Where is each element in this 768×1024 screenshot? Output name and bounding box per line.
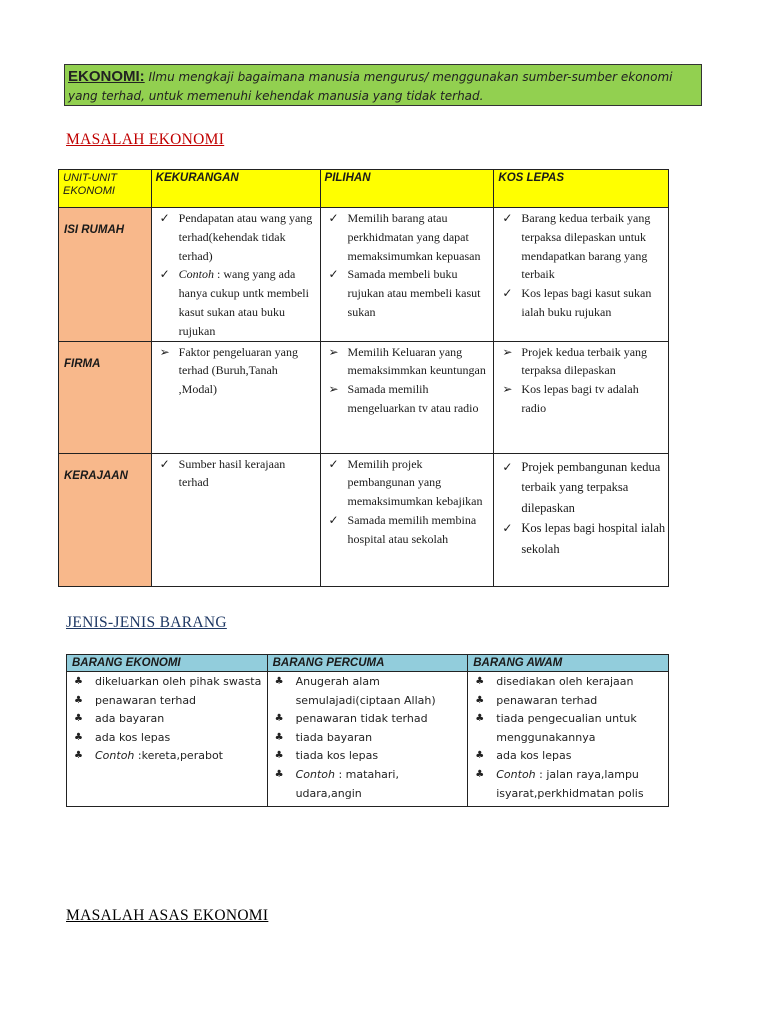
cell-pilihan [320,341,494,453]
bullet-list [498,457,666,560]
list-item [71,747,265,766]
cell-kos-lepas [494,453,669,586]
list-item [498,209,666,284]
list-item-text: penawaran terhad [496,693,598,707]
list-item-text: Memilih projek pembangunan yang memaksimumkan kebajikan [347,456,483,509]
list-item-text: : jalan raya,lampu isyarat,perkhidmatan polis [496,767,644,800]
list-item-text: Projek pembangunan kedua terbaik yang terpaksa dilepaskan [521,459,661,515]
club-bullet-icon: ♣ [74,694,83,706]
cell-barang-awam [468,672,669,807]
arrow-bullet-icon: ➢ [328,344,339,359]
bullet-list [325,209,492,322]
arrow-bullet-icon: ➢ [502,344,513,359]
row-label: FIRMA [59,341,152,453]
header-unit: UNIT-UNIT EKONOMI [59,170,152,208]
cell-pilihan [320,453,494,586]
header-pilihan: PILIHAN [320,170,494,208]
club-bullet-icon: ♣ [274,768,284,780]
list-item [325,511,492,549]
section-title-masalah-ekonomi: MASALAH EKONOMI [66,131,225,148]
list-item [325,343,492,381]
check-bullet-icon: ✓ [328,211,339,225]
cell-pilihan [320,208,494,342]
list-item-text: Anugerah alam semulajadi(ciptaan Allah) [295,675,436,707]
masalah-ekonomi-table [58,169,669,587]
list-item-text: ada kos lepas [496,749,572,763]
section-title-masalah-asas-ekonomi: MASALAH ASAS EKONOMI [66,907,269,924]
club-bullet-icon: ♣ [475,750,485,762]
bullet-list [325,343,492,418]
arrow-bullet-icon: ➢ [502,382,513,397]
arrow-bullet-icon: ➢ [328,382,339,397]
list-item [156,343,318,399]
list-item [272,729,466,748]
row-label: ISI RUMAH [59,208,152,342]
list-item-text: Memilih barang atau perkhidmatan yang dapat memaksimumkan kepuasan [347,211,481,263]
list-item [325,380,492,418]
check-bullet-icon: ✓ [159,211,170,225]
list-item-text: dikeluarkan oleh pihak swasta [95,675,262,688]
header-kos-lepas: KOS LEPAS [494,170,669,208]
list-item-text: Sumber hasil kerajaan terhad [178,456,286,490]
table-row [67,672,669,807]
club-bullet-icon: ♣ [74,731,83,743]
header-barang-ekonomi: BARANG EKONOMI [67,655,268,672]
list-item [71,710,265,729]
cell-kekurangan [151,453,320,586]
bullet-list [272,673,466,803]
table-header-row [59,170,669,208]
list-item [156,455,318,493]
list-item [472,710,666,747]
list-item [498,284,666,322]
club-bullet-icon: ♣ [74,750,83,762]
list-item [498,380,666,418]
list-item-text: disediakan oleh kerajaan [496,675,634,688]
list-item [325,455,492,511]
cell-kos-lepas [494,341,669,453]
check-bullet-icon: ✓ [159,267,170,282]
list-item-text: ada kos lepas [95,730,171,744]
bullet-list [71,673,265,766]
list-item-text: Samada memilih membina hospital atau sekolah [347,512,477,546]
definition-text: Ilmu mengkaji bagaimana manusia mengurus/ menggunakan sumber-sumber ekonomi yang terhad, untuk memenuhi kehendak manusia yang tidak terhad. [68,70,673,103]
club-bullet-icon: ♣ [274,676,284,687]
club-bullet-icon: ♣ [274,750,284,762]
club-bullet-icon: ♣ [74,676,83,687]
list-item [472,747,666,766]
list-item-text: Kos lepas bagi kasut sukan ialah buku rujukan [521,286,652,319]
list-item [498,343,666,381]
check-bullet-icon: ✓ [502,521,513,536]
list-item [272,673,466,710]
check-bullet-icon: ✓ [328,512,339,527]
cell-kekurangan [151,208,320,342]
table-row [59,208,669,342]
list-item-text: : wang yang ada hanya cukup untk membeli kasut sukan atau buku rujukan [178,267,309,338]
club-bullet-icon: ♣ [74,713,83,725]
check-bullet-icon: ✓ [502,211,513,225]
list-item-text: :kereta,perabot [134,749,223,763]
header-barang-percuma: BARANG PERCUMA [267,655,468,672]
check-bullet-icon: ✓ [502,286,513,301]
list-item-text: Projek kedua terbaik yang terpaksa dilepaskan [521,344,648,378]
club-bullet-icon: ♣ [475,713,485,725]
table-header-row [67,655,669,672]
club-bullet-icon: ♣ [475,768,485,780]
list-item-text: Kos lepas bagi tv adalah radio [521,382,639,415]
list-item [156,265,318,340]
contoh-label: Contoh [95,749,135,763]
definition-term: EKONOMI: [68,68,145,85]
list-item-text: Barang kedua terbaik yang terpaksa dilepaskan untuk mendapatkan barang yang terbaik [521,211,651,282]
list-item-text: : matahari, udara,angin [295,767,399,800]
contoh-label: Contoh [496,767,536,781]
header-kekurangan: KEKURANGAN [151,170,320,208]
list-item-text: Memilih Keluaran yang memaksimmkan keuntungan [347,344,486,378]
club-bullet-icon: ♣ [475,676,485,687]
bullet-list [156,343,318,399]
header-barang-awam: BARANG AWAM [468,655,669,672]
bullet-list [325,455,492,549]
list-item-text: penawaran terhad [95,693,197,707]
list-item [272,747,466,766]
list-item [272,710,466,729]
cell-kekurangan [151,341,320,453]
list-item-text: tiada pengecualian untuk menggunakannya [496,712,637,744]
club-bullet-icon: ♣ [475,694,485,706]
list-item-text: Samada membeli buku rujukan atau membeli kasut sukan [347,267,481,319]
contoh-label: Contoh [178,267,214,282]
bullet-list [472,673,666,803]
row-label: KERAJAAN [59,453,152,586]
check-bullet-icon: ✓ [159,456,170,471]
list-item-text: Faktor pengeluaran yang terhad (Buruh,Tanah ,Modal) [178,344,298,397]
list-item-text: ada bayaran [95,712,165,726]
cell-kos-lepas [494,208,669,342]
club-bullet-icon: ♣ [274,713,284,725]
list-item-text: Kos lepas bagi hospital ialah sekolah [521,521,666,556]
list-item [71,673,265,692]
check-bullet-icon: ✓ [328,267,339,282]
contoh-label: Contoh [295,767,335,781]
section-title-jenis-barang: JENIS-JENIS BARANG [66,614,227,631]
list-item [472,673,666,692]
club-bullet-icon: ♣ [274,731,284,743]
bullet-list [498,343,666,418]
list-item [156,209,318,265]
table-row [59,341,669,453]
list-item-text: tiada kos lepas [295,749,379,763]
bullet-list [498,209,666,322]
list-item-text: Pendapatan atau wang yang terhad(kehendak tidak terhad) [178,211,313,263]
list-item-text: penawaran tidak terhad [295,712,428,726]
cell-barang-ekonomi [67,672,268,807]
list-item [498,518,666,559]
list-item [498,457,666,519]
table-row [59,453,669,586]
check-bullet-icon: ✓ [328,456,339,471]
list-item [325,209,492,265]
list-item [472,766,666,803]
list-item [71,692,265,711]
jenis-barang-table [66,654,669,807]
list-item-text: tiada bayaran [295,730,373,744]
check-bullet-icon: ✓ [502,459,513,474]
bullet-list [156,209,318,341]
cell-barang-percuma [267,672,468,807]
list-item [272,766,466,803]
definition-box [64,64,702,106]
list-item [472,692,666,711]
list-item-text: Samada memilih mengeluarkan tv atau radio [347,382,479,415]
arrow-bullet-icon: ➢ [159,344,170,359]
list-item [71,729,265,748]
bullet-list [156,455,318,493]
list-item [325,265,492,321]
